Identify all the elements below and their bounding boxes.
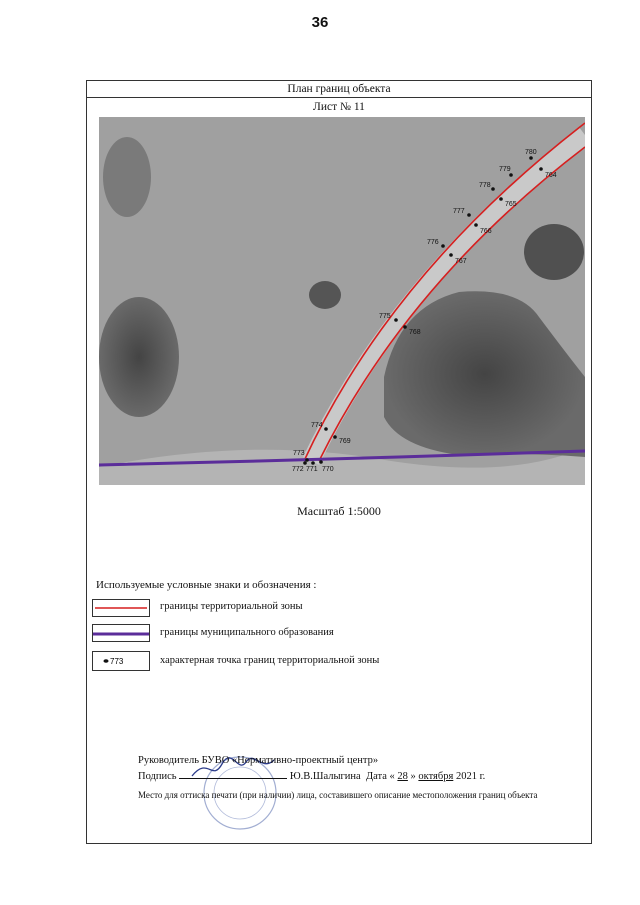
point-marker — [104, 659, 109, 663]
point-label: 771 — [306, 466, 318, 473]
tree-cluster — [309, 281, 341, 309]
point-label: 778 — [479, 182, 491, 189]
point-marker — [394, 318, 398, 322]
point-label: 772 — [292, 466, 304, 473]
point-marker — [467, 213, 471, 217]
point-label: 774 — [311, 422, 323, 429]
signature-label: Подпись — [138, 771, 177, 782]
point-marker — [509, 173, 513, 177]
date-month: октября — [418, 771, 454, 782]
point-label: 776 — [427, 239, 439, 246]
date-year: 2021 г. — [455, 771, 486, 782]
date-day: 28 — [397, 771, 408, 782]
point-marker — [474, 223, 478, 227]
legend-point-sample: 773 — [110, 657, 124, 666]
signature-field — [179, 778, 287, 779]
map-scale: Масштаб 1:5000 — [297, 504, 381, 518]
point-label: 770 — [322, 466, 334, 473]
plan-title: План границ объекта — [87, 81, 591, 98]
date-mid: » — [410, 771, 416, 782]
legend-label-point: характерная точка границ территориальной зоны — [160, 655, 380, 666]
plan-frame — [86, 80, 592, 844]
legend-swatch-zone — [92, 599, 150, 617]
point-marker — [529, 156, 533, 160]
point-marker — [491, 187, 495, 191]
point-label: 767 — [455, 258, 467, 265]
point-marker — [305, 458, 309, 462]
point-label: 773 — [293, 450, 305, 457]
page-number: 36 — [311, 14, 329, 31]
aerial-map — [99, 117, 585, 485]
point-label: 769 — [339, 438, 351, 445]
stamp-note: Место для оттиска печати (при наличии) лица, составившего описание местоположения границ объекта — [138, 790, 538, 800]
legend-title: Используемые условные знаки и обозначения : — [96, 579, 317, 591]
point-marker — [499, 197, 503, 201]
point-marker — [333, 435, 337, 439]
point-marker — [311, 461, 315, 465]
point-label: 777 — [453, 208, 465, 215]
point-marker — [319, 460, 323, 464]
point-label: 765 — [505, 201, 517, 208]
signer-name: Ю.В.Шалыгина — [289, 771, 361, 782]
point-marker — [403, 325, 407, 329]
legend-swatch-municipal — [92, 624, 150, 642]
tree-cluster-east — [524, 224, 584, 280]
date-label: Дата « — [365, 771, 395, 782]
point-label: 775 — [379, 313, 391, 320]
point-marker — [539, 167, 543, 171]
point-marker — [324, 427, 328, 431]
point-label: 764 — [545, 172, 557, 179]
point-marker — [449, 253, 453, 257]
point-label: 766 — [480, 228, 492, 235]
signature-title: Руководитель БУВО «Нормативно-проектный центр» — [138, 755, 379, 766]
point-label: 768 — [409, 329, 421, 336]
point-marker — [441, 244, 445, 248]
legend-label-zone: границы территориальной зоны — [160, 601, 303, 612]
tree-patch — [103, 137, 151, 217]
point-marker — [303, 461, 307, 465]
sheet-number: Лист № 11 — [313, 101, 365, 113]
legend-label-municipal: границы муниципального образования — [160, 627, 334, 638]
point-label: 780 — [525, 149, 537, 156]
point-label: 779 — [499, 166, 511, 173]
legend-swatch-point — [92, 651, 150, 671]
signature-line — [138, 771, 485, 782]
forest-left — [99, 297, 179, 417]
